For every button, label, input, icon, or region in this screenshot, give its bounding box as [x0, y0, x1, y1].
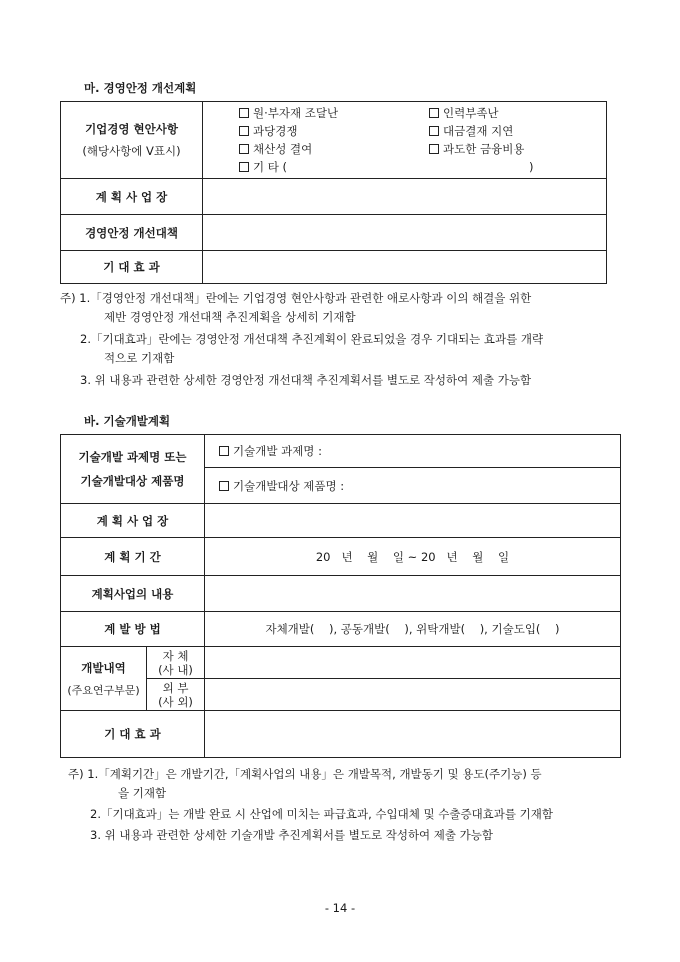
note-ma-3: 3. 위 내용과 관련한 상세한 경영안정 개선대책 추진계획서를 별도로 작성하여 제출 가능함 — [80, 373, 532, 387]
dev-detail-label: 개발내역 — [81, 660, 126, 675]
section-ma-heading: 마. 경영안정 개선계획 — [84, 81, 197, 95]
dev-detail-hint: (주요연구부문) — [67, 683, 140, 697]
option-competition: 과당경쟁 — [253, 124, 298, 138]
task-name-field[interactable] — [205, 435, 621, 468]
option-raw-material: 원·부자재 조달난 — [253, 106, 339, 120]
task-label-cell — [61, 435, 205, 504]
product-name-field[interactable] — [205, 468, 621, 504]
checkbox-other[interactable] — [239, 162, 249, 172]
external-label-cell — [147, 679, 205, 711]
external-field[interactable] — [205, 679, 621, 711]
internal-label-cell — [147, 647, 205, 679]
ba-plan-site-field[interactable] — [205, 504, 621, 538]
external-hint: (사 외) — [158, 694, 193, 709]
issues-label-cell — [61, 102, 203, 179]
page-number: - 14 - — [324, 901, 356, 915]
option-labor-shortage: 인력부족난 — [443, 106, 499, 120]
issues-options-cell — [203, 102, 607, 179]
note-ma-2-cont: 적으로 기재함 — [104, 351, 175, 365]
note-ma-2: 2.「기대효과」란에는 경영안정 개선대책 추진계획이 완료되었을 경우 기대되는 효과를 개략 — [80, 332, 544, 346]
option-other-close: ) — [529, 160, 534, 174]
issues-hint: (해당사항에 V표시) — [82, 144, 181, 158]
note-ba-1: 주) 1.「계획기간」은 개발기간,「계획사업의 내용」은 개발목적, 개발동기 및 용도(주기능) 등 — [68, 767, 542, 781]
option-other: 기 타 ( — [253, 160, 288, 174]
ba-plan-site-label: 계 획 사 업 장 — [61, 504, 205, 538]
method-field[interactable]: 자체개발( ), 공동개발( ), 위탁개발( ), 기술도입( ) — [205, 612, 621, 647]
note-ba-3: 3. 위 내용과 관련한 상세한 기술개발 추진계획서를 별도로 작성하여 제출 가능함 — [90, 828, 494, 842]
effect-label: 기 대 효 과 — [61, 251, 203, 284]
checkbox-finance-cost[interactable] — [429, 144, 439, 154]
checkbox-labor-shortage[interactable] — [429, 108, 439, 118]
section-ba-heading: 바. 기술개발계획 — [84, 414, 171, 428]
internal-field[interactable] — [205, 647, 621, 679]
note-ba-2: 2.「기대효과」는 개발 완료 시 산업에 미치는 파급효과, 수입대체 및 수출증대효과를 기재함 — [90, 807, 553, 821]
period-field[interactable]: 20 년 월 일 ~ 20 년 월 일 — [205, 538, 621, 576]
effect-field[interactable] — [203, 251, 607, 284]
ba-effect-field[interactable] — [205, 711, 621, 758]
option-finance-cost: 과도한 금융비용 — [443, 142, 525, 156]
checkbox-raw-material[interactable] — [239, 108, 249, 118]
ba-effect-label: 기 대 효 과 — [61, 711, 205, 758]
method-label: 계 발 방 법 — [61, 612, 205, 647]
measures-label: 경영안정 개선대책 — [61, 215, 203, 251]
internal-hint: (사 내) — [158, 662, 193, 677]
product-name-label: 기술개발대상 제품명 : — [233, 478, 345, 493]
checkbox-payment-delay[interactable] — [429, 126, 439, 136]
external-label: 외 부 — [162, 680, 189, 695]
checkbox-task-name[interactable] — [219, 446, 229, 456]
content-field[interactable] — [205, 576, 621, 612]
tech-dev-table — [60, 434, 621, 758]
checkbox-competition[interactable] — [239, 126, 249, 136]
plan-site-field[interactable] — [203, 179, 607, 215]
note-ma-1: 주) 1.「경영안정 개선대책」란에는 기업경영 현안사항과 관련한 애로사항과 이의 해결을 위한 — [60, 291, 532, 305]
measures-field[interactable] — [203, 215, 607, 251]
option-payment-delay: 대금결재 지연 — [443, 124, 514, 138]
checkbox-profitability[interactable] — [239, 144, 249, 154]
plan-site-label: 계 획 사 업 장 — [61, 179, 203, 215]
note-ma-1-cont: 제반 경영안정 개선대책 추진계획을 상세히 기재함 — [104, 310, 356, 324]
note-ba-1-cont: 을 기재함 — [118, 786, 167, 800]
content-label: 계획사업의 내용 — [61, 576, 205, 612]
stability-plan-table — [60, 101, 607, 284]
option-profitability: 채산성 결여 — [253, 142, 313, 156]
task-name-label: 기술개발 과제명 : — [233, 444, 322, 458]
period-label: 계 획 기 간 — [61, 538, 205, 576]
task-label-2: 기술개발대상 제품명 — [80, 474, 185, 488]
checkbox-product-name[interactable] — [219, 481, 229, 491]
internal-label: 자 체 — [162, 648, 189, 663]
task-label-1: 기술개발 과제명 또는 — [78, 450, 187, 464]
dev-detail-label-cell — [61, 647, 147, 711]
issues-label: 기업경영 현안사항 — [85, 122, 178, 136]
